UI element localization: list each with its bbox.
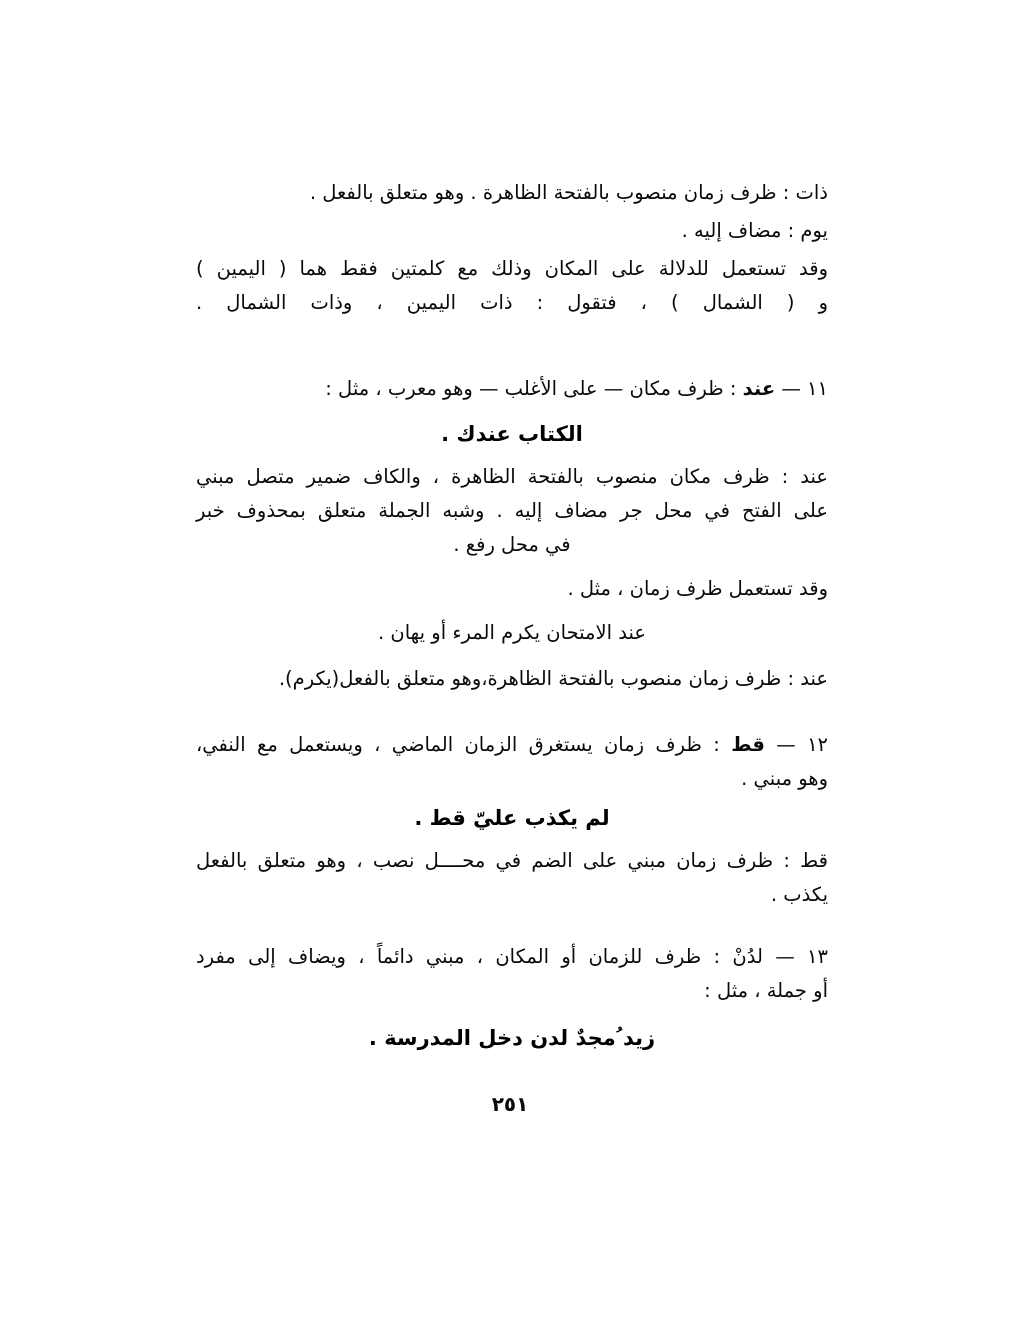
- entry-13-heading: [196, 940, 828, 1008]
- entry-dash: —: [776, 733, 796, 756]
- entry-headword: قط: [731, 733, 765, 756]
- example-prefix: زيد ُمجدٌ: [568, 1026, 656, 1050]
- example-sentence: [196, 798, 828, 838]
- text-line: في محل رفع .: [453, 533, 571, 556]
- text-line: يكذب .: [770, 883, 828, 906]
- paragraph-parse-datt: [196, 176, 828, 210]
- text-line: وقد تستعمل ظرف زمان ، مثل .: [567, 577, 828, 600]
- example-suffix: .: [414, 806, 430, 830]
- text-line: ذات : ظرف زمان منصوب بالفتحة الظاهرة . وهو متعلق بالفعل .: [309, 181, 828, 204]
- entry-12-example: [196, 798, 828, 838]
- entry-dash: —: [775, 945, 795, 968]
- page-number: ٢٥١: [491, 1092, 529, 1116]
- example-headword: قط: [429, 806, 466, 830]
- entry-11-usage-example: [196, 616, 828, 650]
- example-sentence: [196, 1018, 828, 1058]
- entry-12-heading: [196, 728, 828, 796]
- text-line: على الفتح في محل جر مضاف إليه . وشبه الجملة متعلق بمحذوف خبر: [196, 499, 828, 522]
- entry-12-parse: [196, 844, 828, 912]
- example-suffix: دخل المدرسة .: [368, 1026, 531, 1050]
- entry-headword: لدُنْ: [732, 945, 763, 968]
- entry-11-usage-note: [196, 572, 828, 606]
- paragraph-parse-yawm: [196, 214, 828, 248]
- paragraph-usage-note: [196, 252, 828, 320]
- text-line: أو جملة ، مثل :: [704, 979, 828, 1002]
- entry-number: ١٢: [807, 733, 829, 756]
- entry-11-parse: [196, 460, 828, 562]
- example-prefix: لم يكذب عليّ: [465, 806, 610, 830]
- entry-number: ١٣: [807, 945, 828, 968]
- text-line: [196, 728, 828, 762]
- text-line: عند : ظرف زمان منصوب بالفتحة الظاهرة،وهو متعلق بالفعل(يكرم).: [278, 667, 828, 690]
- example-headword: لدن: [530, 1026, 569, 1050]
- text-line: وقد تستعمل للدلالة على المكان وذلك مع كلمتين فقط هما ( اليمين ): [196, 257, 828, 280]
- text-line: [196, 940, 828, 974]
- entry-13-example: [196, 1018, 828, 1058]
- entry-dash: —: [781, 377, 801, 400]
- entry-number: ١١: [807, 377, 828, 400]
- entry-11-example: [196, 414, 828, 454]
- entry-definition: : ظرف للزمان أو المكان ، مبني دائماً ، ويضاف إلى مفرد: [196, 945, 721, 968]
- entry-definition: : ظرف مكان — على الأغلب — وهو معرب ، مثل :: [325, 377, 737, 400]
- example-sentence: الكتاب عندك .: [441, 422, 583, 446]
- entry-11-usage-parse: [196, 662, 828, 696]
- text-line: و ( الشمال ) ، فتقول : ذات اليمين ، وذات الشمال .: [196, 291, 828, 314]
- text-line: [196, 372, 828, 406]
- entry-definition: : ظرف زمان يستغرق الزمان الماضي ، ويستعمل مع النفي،: [196, 733, 720, 756]
- text-line: وهو مبني .: [741, 767, 828, 790]
- entry-11-heading: [196, 372, 828, 406]
- example-sentence: عند الامتحان يكرم المرء أو يهان .: [378, 621, 646, 644]
- text-line: قط : ظرف زمان مبني على الضم في محــــل نصب ، وهو متعلق بالفعل: [196, 849, 828, 872]
- text-line: عند : ظرف مكان منصوب بالفتحة الظاهرة ، والكاف ضمير متصل مبني: [196, 465, 828, 488]
- entry-headword: عند: [742, 377, 776, 400]
- text-line: يوم : مضاف إليه .: [681, 219, 828, 242]
